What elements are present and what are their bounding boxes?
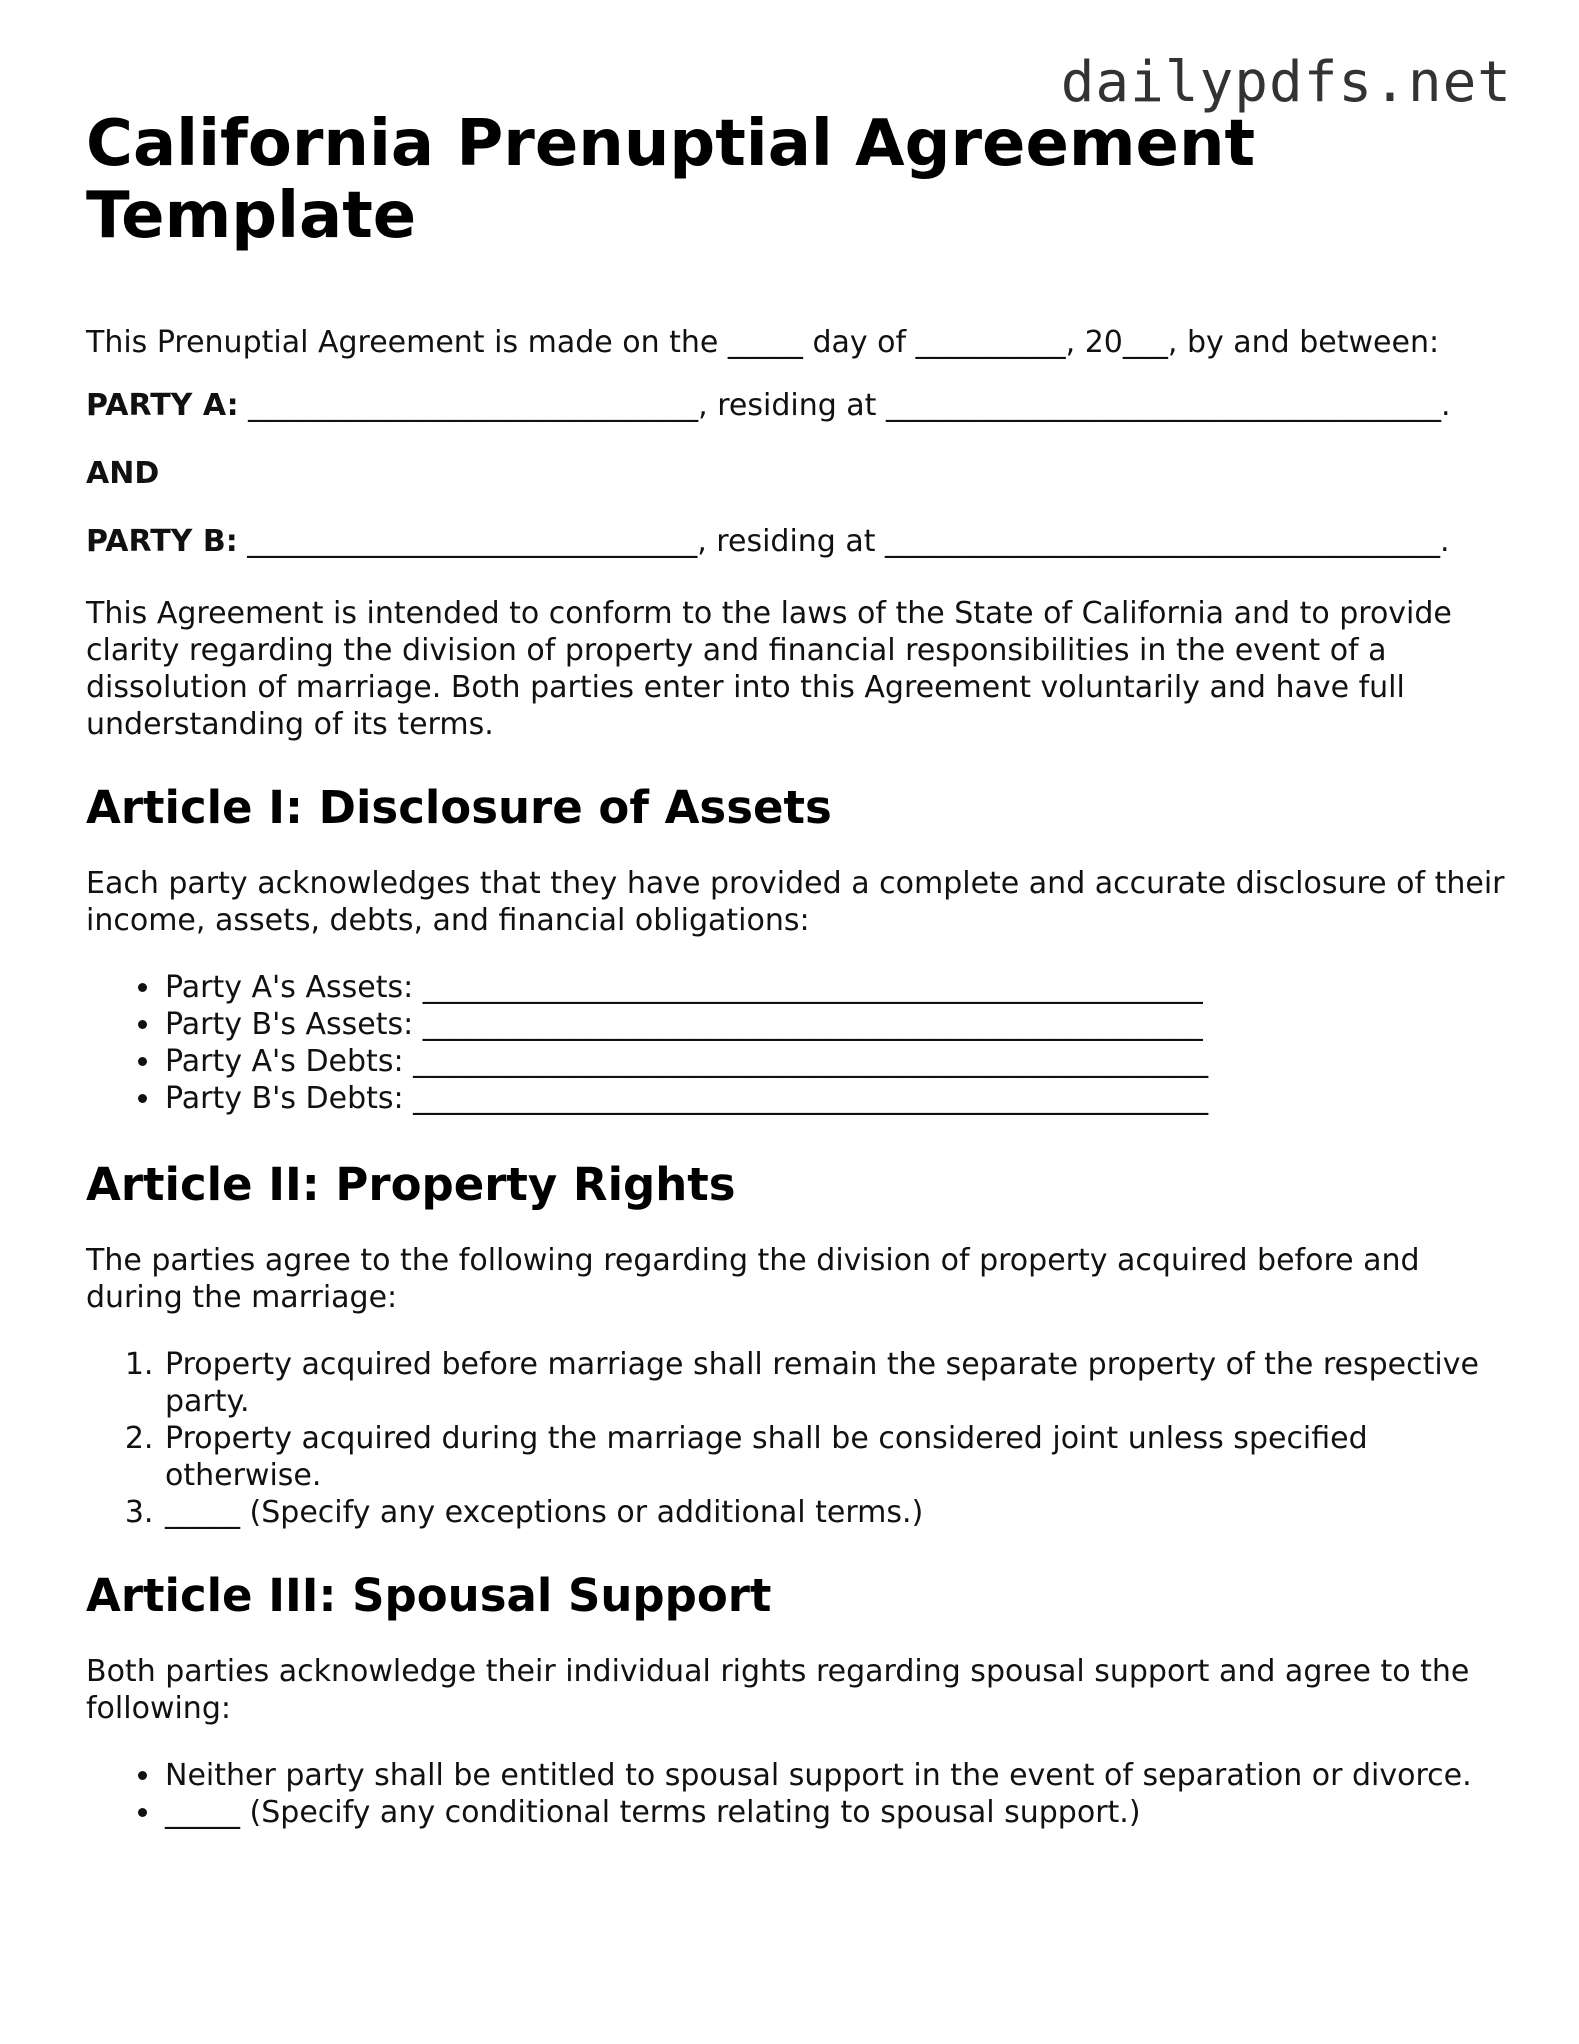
and-label: AND	[86, 456, 160, 491]
list-item: 1. Property acquired before marriage shall remain the separate property of the respective party.	[163, 1346, 1506, 1420]
intro-paragraph: This Prenuptial Agreement is made on the _____ day of __________, 20___, by and between:	[86, 325, 1440, 360]
article-1-list	[86, 969, 1506, 1117]
article-2-paragraph: The parties agree to the following regarding the division of property acquired before and during the marriage:	[86, 1243, 1420, 1315]
article-2-heading: Article II: Property Rights	[86, 1158, 736, 1211]
party-a-text: ______________________________, residing at _____________________________________.	[238, 388, 1451, 423]
document-page	[86, 108, 1506, 1831]
list-item: • Party A's Debts: _____________________________________________________	[163, 1043, 1506, 1080]
list-item: • Party B's Assets: ____________________________________________________	[163, 1006, 1506, 1043]
watermark: dailypdfs.net	[1060, 50, 1512, 115]
list-item: 2. Property acquired during the marriage shall be considered joint unless specified otherwise.	[163, 1420, 1506, 1494]
conform-paragraph: This Agreement is intended to conform to the laws of the State of California and to provide clarity regarding the division of property and financial responsibilities in the event of a dissolution of marriage. Both parties enter into this Agreement voluntarily and have full understanding of its terms.	[86, 596, 1452, 742]
article-1-paragraph: Each party acknowledges that they have provided a complete and accurate disclosure of their income, assets, debts, and financial obligations:	[86, 866, 1505, 938]
article-2-list	[86, 1346, 1506, 1531]
article-3-list	[86, 1757, 1506, 1831]
list-item: • _____ (Specify any conditional terms relating to spousal support.)	[163, 1794, 1506, 1831]
list-item: • Neither party shall be entitled to spousal support in the event of separation or divorce.	[163, 1757, 1506, 1794]
document-title: California Prenuptial Agreement Template	[86, 107, 1256, 253]
party-a-label: PARTY A:	[86, 388, 239, 423]
party-b-text: ______________________________, residing at _____________________________________.	[237, 524, 1450, 559]
party-b-line	[86, 523, 1506, 560]
list-item: 3. _____ (Specify any exceptions or additional terms.)	[163, 1494, 1506, 1531]
party-a-line	[86, 387, 1506, 424]
party-b-label: PARTY B:	[86, 524, 238, 559]
article-1-heading: Article I: Disclosure of Assets	[86, 781, 832, 834]
article-3-heading: Article III: Spousal Support	[86, 1569, 772, 1622]
article-3-paragraph: Both parties acknowledge their individual rights regarding spousal support and agree to the following:	[86, 1654, 1470, 1726]
list-item: • Party B's Debts: _____________________________________________________	[163, 1080, 1506, 1117]
list-item: • Party A's Assets: ____________________________________________________	[163, 969, 1506, 1006]
